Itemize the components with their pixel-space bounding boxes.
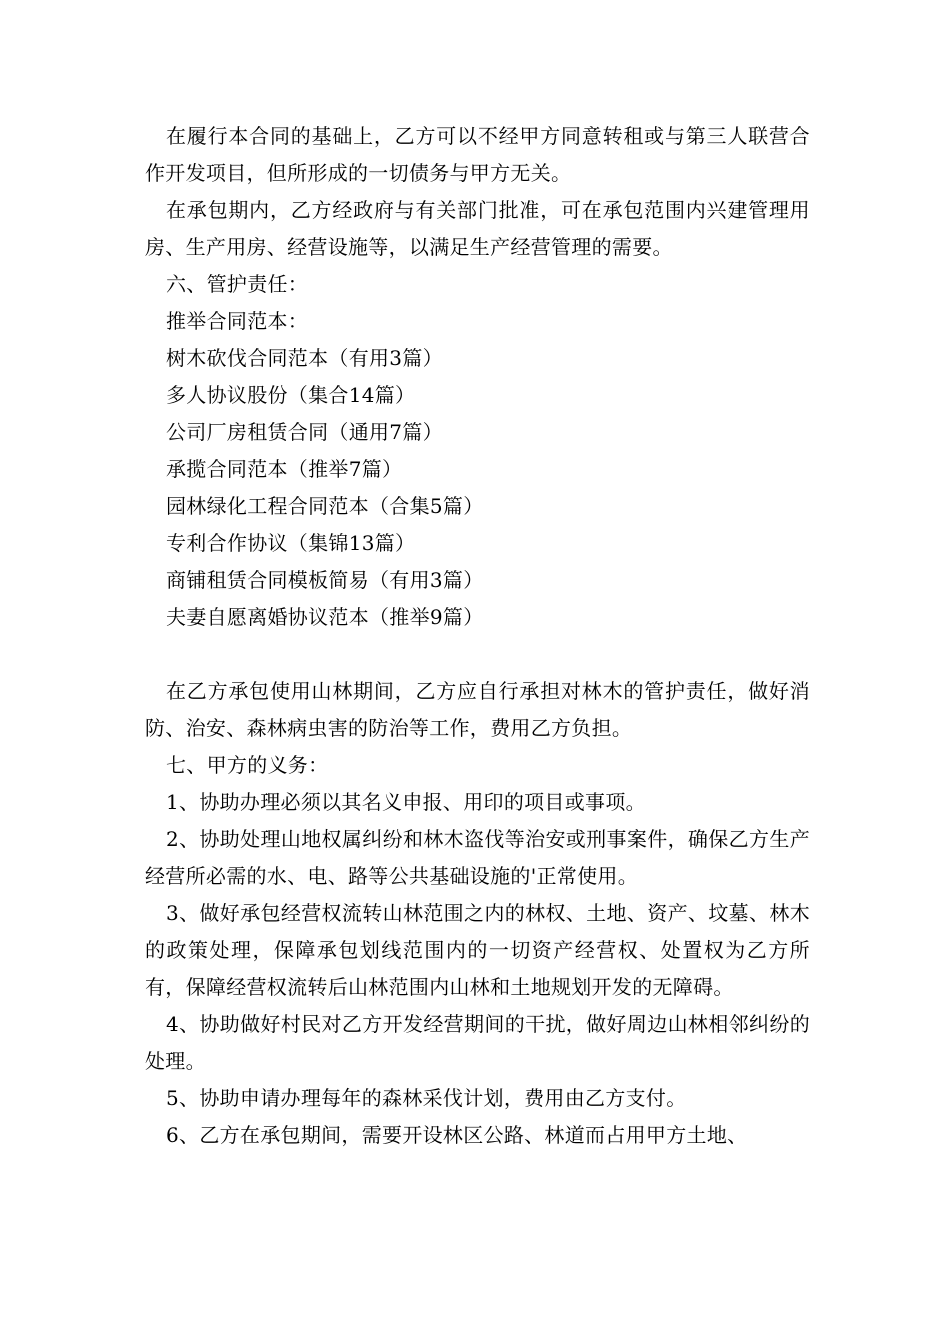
recommend-heading: 推举合同范本： bbox=[166, 309, 309, 333]
recommend-item: 多人协议股份（集合14篇） bbox=[166, 383, 416, 407]
section-seven-list bbox=[145, 784, 810, 1154]
obligation-item: 6、乙方在承包期间，需要开设林区公路、林道而占用甲方土地、 bbox=[166, 1123, 748, 1147]
intro-paragraph-1: 在履行本合同的基础上，乙方可以不经甲方同意转租或与第三人联营合作开发项目，但所形成的一切债务与甲方无关。 bbox=[145, 124, 810, 185]
recommend-item: 专利合作协议（集锦13篇） bbox=[166, 531, 416, 555]
recommend-list bbox=[145, 340, 810, 636]
document-body bbox=[145, 118, 810, 1154]
intro-paragraph-2: 在承包期内，乙方经政府与有关部门批准，可在承包范围内兴建管理用房、生产用房、经营设施等，以满足生产经营管理的需要。 bbox=[145, 198, 810, 259]
obligation-item: 1、协助办理必须以其名义申报、用印的项目或事项。 bbox=[166, 790, 646, 814]
recommend-item: 商铺租赁合同模板简易（有用3篇） bbox=[166, 568, 484, 592]
section-seven-heading: 七、甲方的义务： bbox=[166, 753, 329, 777]
section-six-heading: 六、管护责任： bbox=[166, 272, 309, 296]
recommend-item: 承揽合同范本（推举7篇） bbox=[166, 457, 403, 481]
blank-line bbox=[145, 636, 810, 673]
recommend-item: 公司厂房租赁合同（通用7篇） bbox=[166, 420, 443, 444]
recommend-item: 夫妻自愿离婚协议范本（推举9篇） bbox=[166, 605, 484, 629]
obligation-item: 4、协助做好村民对乙方开发经营期间的干扰，做好周边山林相邻纠纷的处理。 bbox=[145, 1012, 810, 1073]
obligation-item: 3、做好承包经营权流转山林范围之内的林权、土地、资产、坟墓、林木的政策处理，保障承包划线范围内的一切资产经营权、处置权为乙方所有，保障经营权流转后山林范围内山林和土地规划开发的无障碍。 bbox=[145, 901, 810, 999]
recommend-item: 树木砍伐合同范本（有用3篇） bbox=[166, 346, 443, 370]
section-six-body: 在乙方承包使用山林期间，乙方应自行承担对林木的管护责任，做好消防、治安、森林病虫害的防治等工作，费用乙方负担。 bbox=[145, 679, 810, 740]
obligation-item: 5、协助申请办理每年的森林采伐计划，费用由乙方支付。 bbox=[166, 1086, 687, 1110]
obligation-item: 2、协助处理山地权属纠纷和林木盗伐等治安或刑事案件，确保乙方生产经营所必需的水、电、路等公共基础设施的'正常使用。 bbox=[145, 827, 810, 888]
recommend-item: 园林绿化工程合同范本（合集5篇） bbox=[166, 494, 484, 518]
